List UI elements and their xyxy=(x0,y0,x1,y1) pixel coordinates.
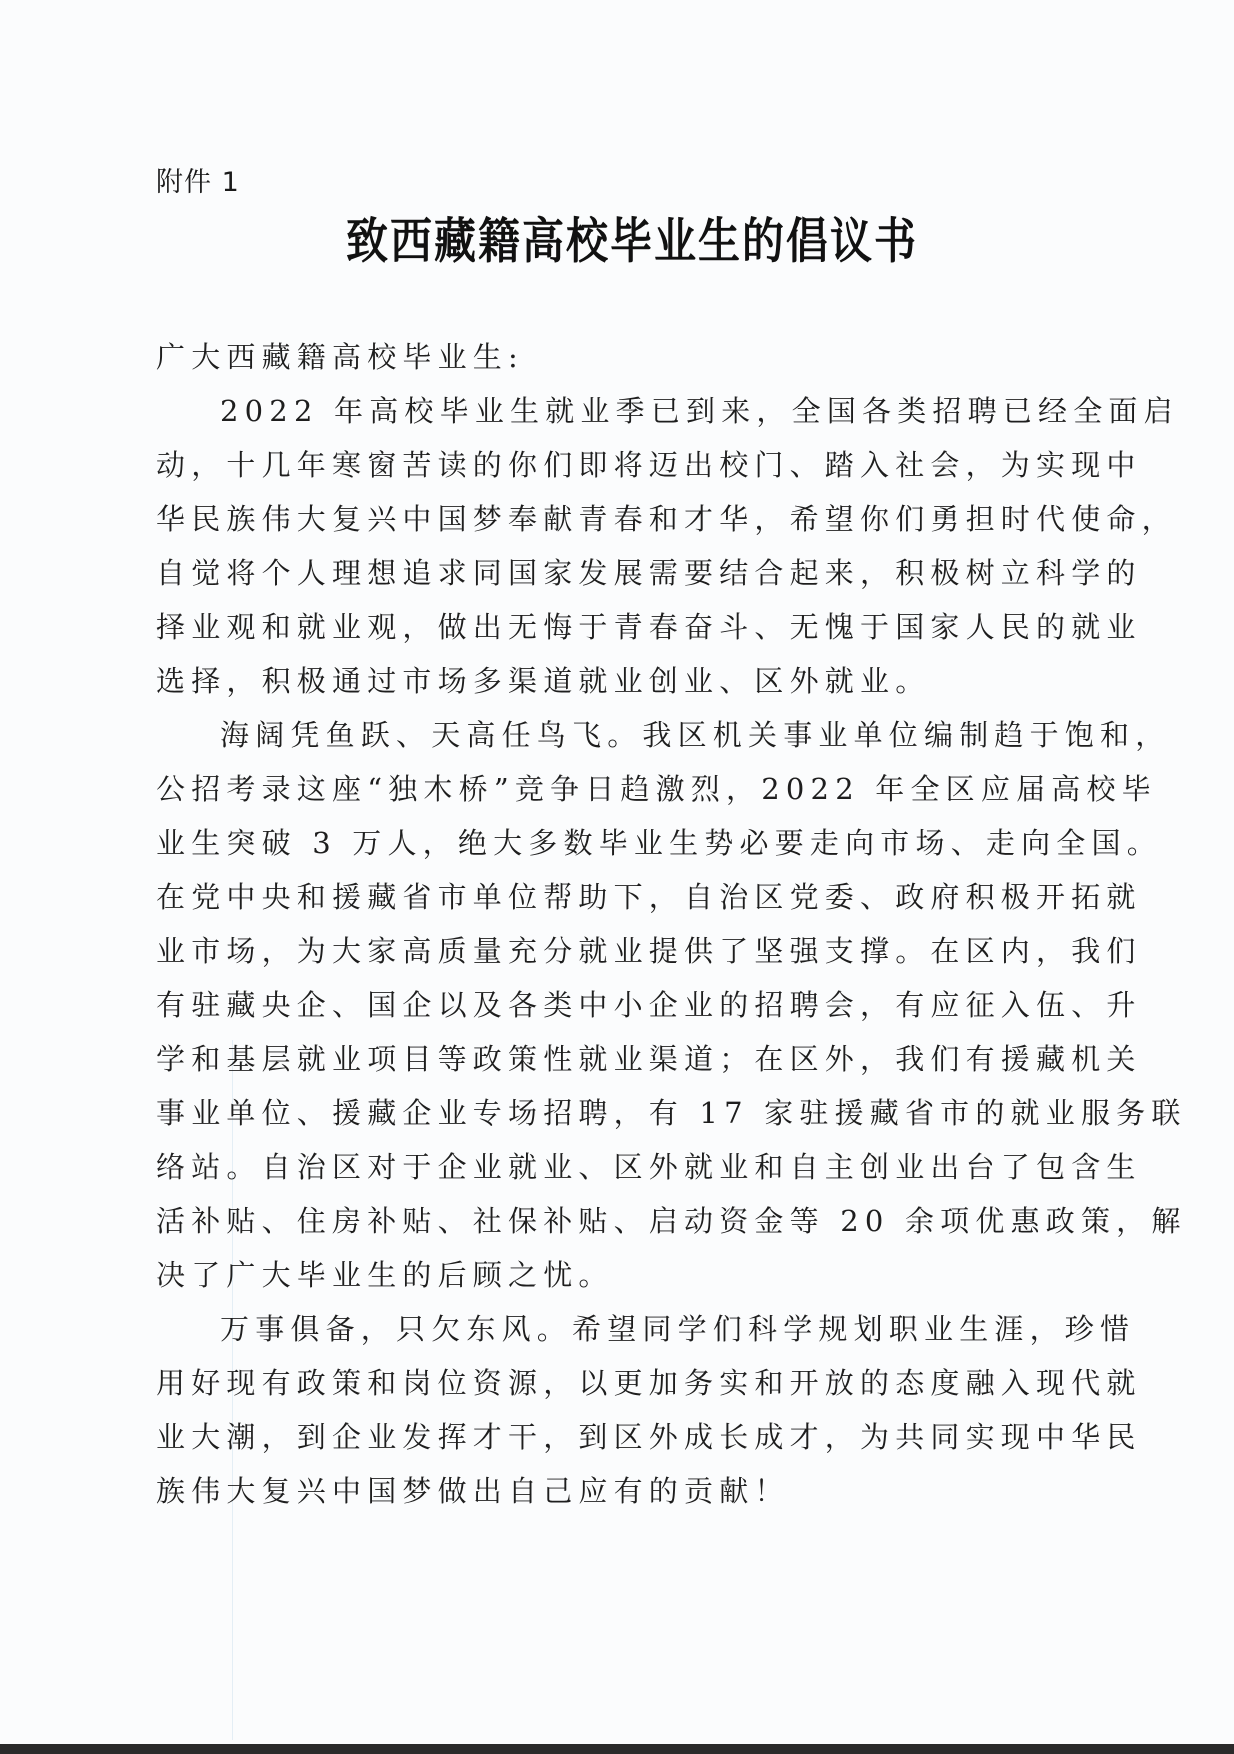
text-line: 事业单位、援藏企业专场招聘，有 17 家驻援藏省市的就业服务联 xyxy=(156,1096,1187,1130)
text-line: 活补贴、住房补贴、社保补贴、启动资金等 20 余项优惠政策，解 xyxy=(156,1204,1187,1238)
text-line: 自觉将个人理想追求同国家发展需要结合起来，积极树立科学的 xyxy=(156,556,1142,590)
text-line: 学和基层就业项目等政策性就业渠道；在区外，我们有援藏机关 xyxy=(156,1042,1142,1076)
text-line: 2022 年高校毕业生就业季已到来，全国各类招聘已经全面启 xyxy=(220,394,1179,428)
text-line: 决了广大毕业生的后顾之忧。 xyxy=(156,1258,614,1292)
text-line: 在党中央和援藏省市单位帮助下，自治区党委、政府积极开拓就 xyxy=(156,880,1142,914)
text-line: 华民族伟大复兴中国梦奉献青春和才华，希望你们勇担时代使命， xyxy=(156,502,1177,536)
paragraph-lines xyxy=(156,384,1187,1518)
document-title-container xyxy=(0,208,1234,268)
text-line: 动，十几年寒窗苦读的你们即将迈出校门、踏入社会，为实现中 xyxy=(156,448,1142,482)
salutation: 广大西藏籍高校毕业生: xyxy=(156,340,524,374)
text-line: 族伟大复兴中国梦做出自己应有的贡献！ xyxy=(156,1474,790,1508)
text-line: 有驻藏央企、国企以及各类中小企业的招聘会，有应征入伍、升 xyxy=(156,988,1142,1022)
text-line: 业市场，为大家高质量充分就业提供了坚强支撑。在区内，我们 xyxy=(156,934,1142,968)
attachment-label: 附件 1 xyxy=(156,167,240,198)
text-line: 选择，积极通过市场多渠道就业创业、区外就业。 xyxy=(156,664,931,698)
text-line: 公招考录这座“独木桥”竞争日趋激烈，2022 年全区应届高校毕 xyxy=(156,772,1157,806)
scan-edge-bar xyxy=(0,1744,1234,1754)
text-line: 用好现有政策和岗位资源，以更加务实和开放的态度融入现代就 xyxy=(156,1366,1142,1400)
text-line: 万事俱备，只欠东风。希望同学们科学规划职业生涯，珍惜 xyxy=(220,1312,1136,1346)
text-line: 海阔凭鱼跃、天高任鸟飞。我区机关事业单位编制趋于饱和， xyxy=(220,718,1171,752)
text-line: 择业观和就业观，做出无悔于青春奋斗、无愧于国家人民的就业 xyxy=(156,610,1142,644)
text-line: 络站。自治区对于企业就业、区外就业和自主创业出台了包含生 xyxy=(156,1150,1142,1184)
text-line: 业生突破 3 万人，绝大多数毕业生势必要走向市场、走向全国。 xyxy=(156,826,1162,860)
text-line: 业大潮，到企业发挥才干，到区外成长成才，为共同实现中华民 xyxy=(156,1420,1142,1454)
document-title: 致西藏籍高校毕业生的倡议书 xyxy=(345,212,918,270)
letter-body xyxy=(156,330,1187,1518)
